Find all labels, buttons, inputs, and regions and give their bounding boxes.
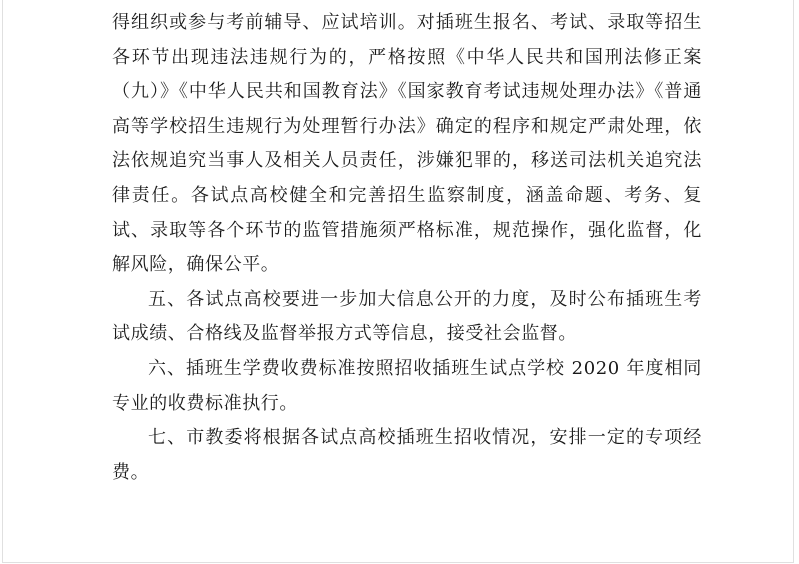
document-body xyxy=(112,6,702,490)
paragraph-item-five: 五、各试点高校要进一步加大信息公开的力度，及时公布插班生考试成绩、合格线及监督举报方式等信息，接受社会监督。 xyxy=(112,288,702,345)
paragraph-item-six: 六、插班生学费收费标准按照招收插班生试点学校 2020 年度相同专业的收费标准执行。 xyxy=(112,357,702,414)
paragraph-item-seven: 七、市教委将根据各试点高校插班生招收情况，安排一定的专项经费。 xyxy=(112,427,702,483)
paragraph-continuation: 得组织或参与考前辅导、应试培训。对插班生报名、考试、录取等招生各环节出现违法违规行为的，严格按照《中华人民共和国刑法修正案（九）》《中华人民共和国教育法》《国家教育考试违规处理办法》《普通高等学校招生违规行为处理暂行办法》确定的程序和规定严肃处理，依法依规追究当事人及相关人员责任，涉嫌犯罪的，移送司法机关追究法律责任。各试点高校健全和完善招生监察制度，涵盖命题、考务、复试、录取等各个环节的监管措施须严格标准，规范操作，强化监督，化解风险，确保公平。 xyxy=(112,12,702,276)
document-page xyxy=(2,0,794,563)
